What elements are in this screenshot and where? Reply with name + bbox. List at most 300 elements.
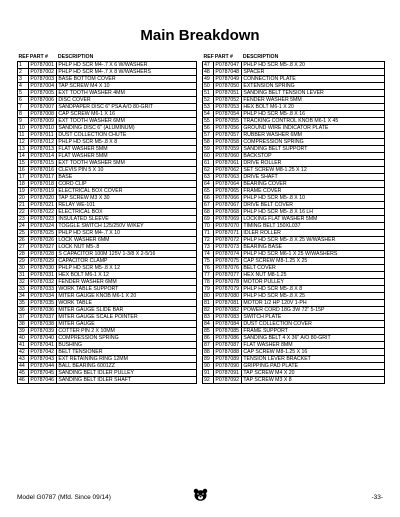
table-row <box>203 174 385 181</box>
part-number-cell: P0787002 <box>29 69 57 76</box>
ref-cell: 43 <box>18 356 29 363</box>
part-number-cell: P0787022 <box>29 209 57 216</box>
description-cell: PHLP HD SCR M5-.8 X 25 <box>242 293 385 300</box>
ref-cell: 53 <box>203 104 214 111</box>
ref-cell: 22 <box>18 209 29 216</box>
description-cell: SANDING BELT 4 X 36" A/O 80-GRIT <box>242 335 385 342</box>
table-row <box>203 97 385 104</box>
description-cell: SANDING BELT IDLER PULLEY <box>57 370 197 377</box>
table-row <box>203 342 385 349</box>
ref-cell: 29 <box>18 258 29 265</box>
part-number-cell: P0787029 <box>29 258 57 265</box>
description-cell: RELAY WE-101 <box>57 202 197 209</box>
part-number-cell: P0787075 <box>214 258 242 265</box>
part-number-cell: P0787023 <box>29 216 57 223</box>
part-number-cell: P0787011 <box>29 132 57 139</box>
part-number-cell: P0787025 <box>29 230 57 237</box>
part-number-cell: P0787020 <box>29 195 57 202</box>
part-number-cell: P0787017 <box>29 174 57 181</box>
description-cell: EXT TOOTH WASHER 4MM <box>57 90 197 97</box>
part-number-cell: P0787048 <box>214 69 242 76</box>
description-cell: SANDING BELT SUPPORT <box>242 146 385 153</box>
description-cell: DRIVE BELT COVER <box>242 202 385 209</box>
table-row <box>203 167 385 174</box>
table-row <box>18 111 197 118</box>
part-number-cell: P0787033 <box>29 286 57 293</box>
description-cell: POWER CORD 18G 3W 72" 5-15P <box>242 307 385 314</box>
model-footer: Model G0787 (Mfd. Since 09/14) <box>17 494 111 501</box>
ref-cell: 30 <box>18 265 29 272</box>
table-row <box>203 69 385 76</box>
ref-cell: 36 <box>18 307 29 314</box>
part-number-cell: P0787081 <box>214 300 242 307</box>
part-number-cell: P0787084 <box>214 321 242 328</box>
description-cell: BELT TENSIONER <box>57 349 197 356</box>
table-row <box>18 181 197 188</box>
part-number-cell: P0787059 <box>214 146 242 153</box>
part-number-cell: P0787040 <box>29 335 57 342</box>
ref-cell: 85 <box>203 328 214 335</box>
ref-cell: 83 <box>203 314 214 321</box>
part-number-cell: P0787071 <box>214 230 242 237</box>
table-row <box>18 62 197 69</box>
description-cell: EXT TOOTH WASHER 5MM <box>57 160 197 167</box>
description-cell: TENSION LEVER BRACKET <box>242 356 385 363</box>
part-number-cell: P0787042 <box>29 349 57 356</box>
description-cell: SANDING BELT IDLER SHAFT <box>57 377 197 384</box>
part-number-cell: P0787066 <box>214 195 242 202</box>
table-row <box>18 300 197 307</box>
description-cell: BASE BOTTOM COVER <box>57 76 197 83</box>
table-row <box>18 188 197 195</box>
table-row <box>203 356 385 363</box>
description-cell: FRAME SUPPORT <box>242 328 385 335</box>
part-number-cell: P0787046 <box>29 377 57 384</box>
page-title: Main Breakdown <box>140 27 260 44</box>
table-row <box>203 90 385 97</box>
table-row <box>18 216 197 223</box>
table-row <box>203 377 385 384</box>
ref-cell: 12 <box>18 139 29 146</box>
description-cell: TOGGLE SWITCH 125/250V W/KEY <box>57 223 197 230</box>
table-row <box>203 223 385 230</box>
part-number-cell: P0787019 <box>29 188 57 195</box>
parts-table-right <box>202 54 385 384</box>
ref-cell: 39 <box>18 328 29 335</box>
part-number-cell: P0787014 <box>29 153 57 160</box>
description-cell: CORD CLIP <box>57 181 197 188</box>
table-row <box>203 314 385 321</box>
table-row <box>18 97 197 104</box>
description-cell: IDLER ROLLER <box>242 230 385 237</box>
description-cell: EXT RETAINING RING 12MM <box>57 356 197 363</box>
part-number-cell: P0787057 <box>214 132 242 139</box>
ref-cell: 11 <box>18 132 29 139</box>
part-number-cell: P0787024 <box>29 223 57 230</box>
table-row <box>18 251 197 258</box>
description-cell: DRIVE SHAFT <box>242 174 385 181</box>
description-cell: PHLP HD SCR M5-.8 X 10 <box>242 195 385 202</box>
ref-cell: 32 <box>18 279 29 286</box>
ref-cell: 70 <box>203 223 214 230</box>
ref-cell: 88 <box>203 349 214 356</box>
table-row <box>18 377 197 384</box>
table-row <box>203 202 385 209</box>
ref-cell: 23 <box>18 216 29 223</box>
header-ref: REF <box>18 54 29 60</box>
ref-cell: 77 <box>203 272 214 279</box>
description-cell: PHLP HD SCR M4-.7 X 10 <box>57 230 197 237</box>
table-row <box>203 279 385 286</box>
ref-cell: 65 <box>203 188 214 195</box>
part-number-cell: P0787052 <box>214 97 242 104</box>
description-cell: TAP SCREW M4 X 20 <box>242 370 385 377</box>
table-row <box>203 230 385 237</box>
table-row <box>18 321 197 328</box>
description-cell: RUBBER WASHER 6MM <box>242 132 385 139</box>
ref-cell: 90 <box>203 363 214 370</box>
table-row <box>18 132 197 139</box>
description-cell: FRAME COVER <box>242 188 385 195</box>
bear-logo-icon <box>193 488 208 501</box>
part-number-cell: P0787003 <box>29 76 57 83</box>
description-cell: LOCK WASHER 6MM <box>57 237 197 244</box>
description-cell: FENDER WASHER 6MM <box>57 279 197 286</box>
table-row <box>203 349 385 356</box>
description-cell: PHLP HD SCR M5-.8 X 20 <box>242 62 385 69</box>
part-number-cell: P0787083 <box>214 314 242 321</box>
part-number-cell: P0787085 <box>214 328 242 335</box>
ref-cell: 42 <box>18 349 29 356</box>
part-number-cell: P0787037 <box>29 314 57 321</box>
table-row <box>18 363 197 370</box>
description-cell: EXTENSION SPRING <box>242 83 385 90</box>
description-cell: EXT TOOTH WASHER 6MM <box>57 118 197 125</box>
part-number-cell: P0787044 <box>29 363 57 370</box>
description-cell: INSULATED SLEEVE <box>57 216 197 223</box>
table-row <box>18 104 197 111</box>
ref-cell: 66 <box>203 195 214 202</box>
table-row <box>18 370 197 377</box>
table-row <box>18 265 197 272</box>
ref-cell: 89 <box>203 356 214 363</box>
page-number: -33- <box>371 494 383 501</box>
part-number-cell: P0787076 <box>214 265 242 272</box>
description-cell: ELECTRICAL BOX <box>57 209 197 216</box>
description-cell: FLAT WASHER 5MM <box>57 146 197 153</box>
ref-cell: 48 <box>203 69 214 76</box>
table-row <box>18 160 197 167</box>
table-row <box>18 202 197 209</box>
header-description: DESCRIPTION <box>242 54 279 60</box>
part-number-cell: P0787012 <box>29 139 57 146</box>
description-cell: BELT COVER <box>242 265 385 272</box>
description-cell: HEX NUT M8-1.25 <box>242 272 385 279</box>
table-row <box>203 244 385 251</box>
table-row <box>203 328 385 335</box>
part-number-cell: P0787060 <box>214 153 242 160</box>
ref-cell: 73 <box>203 244 214 251</box>
part-number-cell: P0787063 <box>214 174 242 181</box>
part-number-cell: P0787053 <box>214 104 242 111</box>
ref-cell: 62 <box>203 167 214 174</box>
description-cell: BALL BEARING 6001ZZ <box>57 363 197 370</box>
description-cell: DUST COLLECTION COVER <box>242 321 385 328</box>
table-row <box>18 195 197 202</box>
description-cell: CONNECTION PLATE <box>242 76 385 83</box>
table-row <box>203 111 385 118</box>
part-number-cell: P0787050 <box>214 83 242 90</box>
part-number-cell: P0787090 <box>214 363 242 370</box>
ref-cell: 10 <box>18 125 29 132</box>
description-cell: CAP SCREW M8-1.25 X 16 <box>242 349 385 356</box>
ref-cell: 2 <box>18 69 29 76</box>
part-number-cell: P0787018 <box>29 181 57 188</box>
description-cell: SWITCH PLATE <box>242 314 385 321</box>
part-number-cell: P0787016 <box>29 167 57 174</box>
description-cell: LOCKING FLAT WASHER 5MM <box>242 216 385 223</box>
description-cell: CAPACITOR CLAMP <box>57 258 197 265</box>
ref-cell: 84 <box>203 321 214 328</box>
table-row <box>203 118 385 125</box>
part-number-cell: P0787056 <box>214 125 242 132</box>
description-cell: CAP SCREW M6-1 X 16 <box>57 111 197 118</box>
table-row <box>203 125 385 132</box>
table-row <box>18 146 197 153</box>
ref-cell: 57 <box>203 132 214 139</box>
part-number-cell: P0787039 <box>29 328 57 335</box>
part-number-cell: P0787088 <box>214 349 242 356</box>
ref-cell: 28 <box>18 251 29 258</box>
description-cell: HEX BOLT M6-1 X 12 <box>57 272 197 279</box>
table-row <box>203 132 385 139</box>
description-cell: TAP SCREW M3 X 8 <box>242 377 385 384</box>
ref-cell: 20 <box>18 195 29 202</box>
part-number-cell: P0787013 <box>29 146 57 153</box>
description-cell: PHLP HD SCR M5-.8 X 16 <box>242 111 385 118</box>
table-row <box>203 258 385 265</box>
description-cell: TRACKING CONTROL KNOB M6-1 X 45 <box>242 118 385 125</box>
ref-cell: 17 <box>18 174 29 181</box>
description-cell: WORK TABLE <box>57 300 197 307</box>
part-number-cell: P0787001 <box>29 62 57 69</box>
part-number-cell: P0787089 <box>214 356 242 363</box>
header-description: DESCRIPTION <box>57 54 94 60</box>
description-cell: SET SCREW M8-1.25 X 12 <box>242 167 385 174</box>
table-row <box>203 321 385 328</box>
ref-cell: 69 <box>203 216 214 223</box>
ref-cell: 91 <box>203 370 214 377</box>
ref-cell: 67 <box>203 202 214 209</box>
description-cell: COTTER PIN 2 X 10MM <box>57 328 197 335</box>
table-row <box>18 153 197 160</box>
ref-cell: 27 <box>18 244 29 251</box>
table-row <box>203 209 385 216</box>
part-number-cell: P0787004 <box>29 83 57 90</box>
part-number-cell: P0787072 <box>214 237 242 244</box>
table-row <box>203 153 385 160</box>
ref-cell: 31 <box>18 272 29 279</box>
ref-cell: 51 <box>203 90 214 97</box>
table-row <box>18 314 197 321</box>
part-number-cell: P0787006 <box>29 97 57 104</box>
ref-cell: 68 <box>203 209 214 216</box>
description-cell: S CAPACITOR 100M 125V 1-3/8 X 2-5/16 <box>57 251 197 258</box>
header-part: PART # <box>214 54 233 60</box>
table-row <box>18 293 197 300</box>
description-cell: TAP SCREW M3 X 30 <box>57 195 197 202</box>
part-number-cell: P0787047 <box>214 62 242 69</box>
table-row <box>203 335 385 342</box>
ref-cell: 64 <box>203 181 214 188</box>
description-cell: PHLP HD SCR M6-1 X 25 W/WASHERS <box>242 251 385 258</box>
part-number-cell: P0787041 <box>29 342 57 349</box>
table-row <box>203 237 385 244</box>
table-row <box>203 272 385 279</box>
part-number-cell: P0787082 <box>214 307 242 314</box>
ref-cell: 18 <box>18 181 29 188</box>
ref-cell: 40 <box>18 335 29 342</box>
part-number-cell: P0787051 <box>214 90 242 97</box>
table-row <box>203 160 385 167</box>
part-number-cell: P0787026 <box>29 237 57 244</box>
table-row <box>18 272 197 279</box>
description-cell: SPACER <box>242 69 385 76</box>
description-cell: COMPRESSION SPRING <box>242 139 385 146</box>
description-cell: MITER GAUGE KNOB M6-1 X 20 <box>57 293 197 300</box>
description-cell: MITER GAUGE <box>57 321 197 328</box>
table-row <box>18 356 197 363</box>
ref-cell: 44 <box>18 363 29 370</box>
description-cell: GROUND WIRE INDICATOR PLATE <box>242 125 385 132</box>
ref-cell: 47 <box>203 62 214 69</box>
ref-cell: 14 <box>18 153 29 160</box>
table-row <box>203 293 385 300</box>
description-cell: COMPRESSION SPRING <box>57 335 197 342</box>
part-number-cell: P0787008 <box>29 111 57 118</box>
ref-cell: 24 <box>18 223 29 230</box>
part-number-cell: P0787010 <box>29 125 57 132</box>
description-cell: PHLP HD SCR M5-.8 X 16 LH <box>242 209 385 216</box>
table-row <box>203 307 385 314</box>
description-cell: SANDPAPER DISC 6" PSA A/O 80-GRIT <box>57 104 197 111</box>
description-cell: HEX BOLT M6-1 X 20 <box>242 104 385 111</box>
part-number-cell: P0787015 <box>29 160 57 167</box>
table-row <box>18 237 197 244</box>
part-number-cell: P0787062 <box>214 167 242 174</box>
ref-cell: 74 <box>203 251 214 258</box>
table-row <box>18 209 197 216</box>
ref-cell: 13 <box>18 146 29 153</box>
part-number-cell: P0787028 <box>29 251 57 258</box>
part-number-cell: P0787009 <box>29 118 57 125</box>
ref-cell: 1 <box>18 62 29 69</box>
description-cell: ELECTRICAL BOX COVER <box>57 188 197 195</box>
table-row <box>203 300 385 307</box>
table-row <box>18 349 197 356</box>
table-row <box>18 125 197 132</box>
part-number-cell: P0787034 <box>29 293 57 300</box>
part-number-cell: P0787069 <box>214 216 242 223</box>
part-number-cell: P0787045 <box>29 370 57 377</box>
description-cell: SANDING BELT TENSION LEVER <box>242 90 385 97</box>
description-cell: BUSHING <box>57 342 197 349</box>
description-cell: LOCK NUT M5-.8 <box>57 244 197 251</box>
header-ref: REF <box>203 54 214 60</box>
ref-cell: 37 <box>18 314 29 321</box>
description-cell: BASE <box>57 174 197 181</box>
part-number-cell: P0787007 <box>29 104 57 111</box>
part-number-cell: P0787087 <box>214 342 242 349</box>
table-row <box>203 83 385 90</box>
table-row <box>203 62 385 69</box>
ref-cell: 4 <box>18 83 29 90</box>
description-cell: FENDER WASHER 5MM <box>242 97 385 104</box>
part-number-cell: P0787043 <box>29 356 57 363</box>
table-row <box>18 258 197 265</box>
ref-cell: 25 <box>18 230 29 237</box>
ref-cell: 56 <box>203 125 214 132</box>
part-number-cell: P0787055 <box>214 118 242 125</box>
table-row <box>18 230 197 237</box>
ref-cell: 80 <box>203 293 214 300</box>
ref-cell: 81 <box>203 300 214 307</box>
table-row <box>18 139 197 146</box>
ref-cell: 6 <box>18 97 29 104</box>
table-row <box>18 69 197 76</box>
part-number-cell: P0787077 <box>214 272 242 279</box>
table-row <box>18 307 197 314</box>
part-number-cell: P0787021 <box>29 202 57 209</box>
ref-cell: 60 <box>203 153 214 160</box>
part-number-cell: P0787067 <box>214 202 242 209</box>
description-cell: WORK TABLE SUPPORT <box>57 286 197 293</box>
description-cell: FLAT WASHER 5MM <box>57 153 197 160</box>
table-row <box>203 370 385 377</box>
part-number-cell: P0787079 <box>214 286 242 293</box>
part-number-cell: P0787080 <box>214 293 242 300</box>
part-number-cell: P0787074 <box>214 251 242 258</box>
ref-cell: 71 <box>203 230 214 237</box>
ref-cell: 21 <box>18 202 29 209</box>
description-cell: BEARING BASE <box>242 244 385 251</box>
table-row <box>203 251 385 258</box>
ref-cell: 38 <box>18 321 29 328</box>
part-number-cell: P0787064 <box>214 181 242 188</box>
table-row <box>203 265 385 272</box>
part-number-cell: P0787068 <box>214 209 242 216</box>
description-cell: SANDING DISC 6" (ALUMINUM) <box>57 125 197 132</box>
part-number-cell: P0787070 <box>214 223 242 230</box>
description-cell: CAP SCREW M8-1.25 X 25 <box>242 258 385 265</box>
table-row <box>203 286 385 293</box>
ref-cell: 34 <box>18 293 29 300</box>
part-number-cell: P0787061 <box>214 160 242 167</box>
table-row <box>18 90 197 97</box>
table-row <box>203 76 385 83</box>
table-row <box>18 223 197 230</box>
description-cell: FLAT WASHER 8MM <box>242 342 385 349</box>
table-row <box>203 195 385 202</box>
table-row <box>203 363 385 370</box>
table-row <box>18 118 197 125</box>
part-number-cell: P0787031 <box>29 272 57 279</box>
description-cell: PHLP HD SCR M5-.8 X 8 <box>242 286 385 293</box>
ref-cell: 54 <box>203 111 214 118</box>
ref-cell: 46 <box>18 377 29 384</box>
part-number-cell: P0787038 <box>29 321 57 328</box>
part-number-cell: P0787032 <box>29 279 57 286</box>
